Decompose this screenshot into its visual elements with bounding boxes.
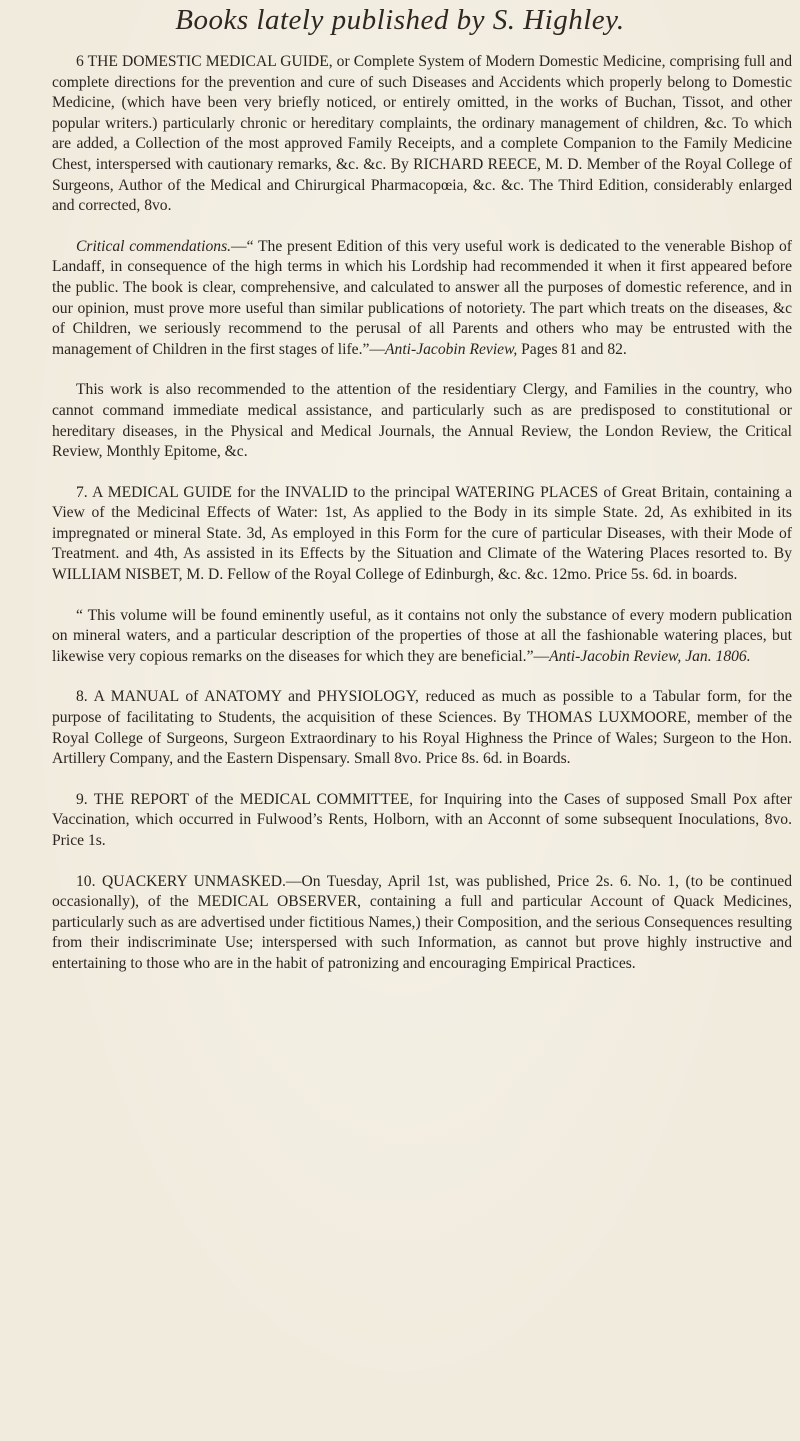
advertisement-list [52, 52, 792, 975]
entry-6: 6 THE DOMESTIC MEDICAL GUIDE, or Complete System of Modern Domestic Medicine, comprising full and complete directions for the prevention and cure of such Diseases and Accidents which properly belong to Domestic Medicine, (which have been very briefly noticed, or entirely omitted, in the works of Buchan, Tissot, and other popular writers.) particularly chronic or hereditary complaints, the ordinary management of children, &c. To which are added, a Collection of the most approved Family Receipts, and a complete Companion to the Family Medicine Chest, interspersed with cautionary remarks, &c. &c. By RICHARD REECE, M. D. Member of the Royal College of Surgeons, Author of the Medical and Chirurgical Pharmacopœia, &c. &c. The Third Edition, considerably enlarged and corrected, 8vo. [52, 53, 792, 215]
running-head: Books lately published by S. Highley. [175, 4, 625, 36]
entry-7: 7. A MEDICAL GUIDE for the INVALID to the principal WATERING PLACES of Great Britain, containing a View of the Medicinal Effects of Water: 1st, As applied to the Body in its simple State. 2d, As exhibited in its impregnated or mineral State. 3d, As employed in this Form for the cure of particular Diseases, with their Mode of Treatment. and 4th, As assisted in its Effects by the Situation and Climate of the Watering Places resorted to. By WILLIAM NISBET, M. D. Fellow of the Royal College of Edinburgh, &c. &c. 12mo. Price 5s. 6d. in boards. [52, 483, 792, 584]
review-text: “ This volume will be found eminently useful, as it contains not only the substance of every modern publication on mineral waters, and a particular description of the properties of those at all the fashionable watering places, but likewise very copious remarks on the diseases for which they are beneficial.”— [52, 606, 792, 665]
review-source: Anti-Jacobin Review, [549, 647, 682, 665]
entry-6-review-2: This work is also recommended to the attention of the residentiary Clergy, and Families in the country, who cannot command immediate medical assistance, and particularly such as are predisposed to constitutional or hereditary diseases, in the Physical and Medical Journals, the Annual Review, the London Review, the Critical Review, Monthly Epitome, &c. [52, 381, 792, 461]
review-label: Critical commendations. [76, 237, 232, 255]
entry-8: 8. A MANUAL of ANATOMY and PHYSIOLOGY, reduced as much as possible to a Tabular form, for the purpose of facilitating to Students, the acquisition of these Sciences. By THOMAS LUXMOORE, member of the Royal College of Surgeons, Surgeon Extraordinary to his Royal Highness the Prince of Wales; Surgeon to the Hon. Artillery Company, and the Eastern Dispensary. Small 8vo. Price 8s. 6d. in Boards. [52, 688, 792, 768]
entry-6-review-1 [52, 237, 792, 361]
review-pages: Pages 81 and 82. [517, 340, 627, 358]
entry-9: 9. THE REPORT of the MEDICAL COMMITTEE, for Inquiring into the Cases of supposed Small Pox after Vaccination, which occurred in Fulwood’s Rents, Holborn, with an Acconnt of some subsequent Inoculations, 8vo. Price 1s. [52, 790, 792, 849]
review-source: Anti-Jacobin Review, [385, 340, 518, 358]
review-date: Jan. 1806. [681, 647, 751, 665]
entry-7-review-1 [52, 606, 792, 668]
review-text: —“ The present Edition of this very useful work is dedicated to the venerable Bishop of Landaff, in consequence of the high terms in which his Lordship had recommended it when it first appeared before the public. The book is clear, comprehensive, and calculated to answer all the purposes of domestic reference, and in our opinion, must prove more useful than similar publications of notoriety. The part which treats on the diseases, &c of Children, we seriously recommend to the perusal of all Parents and others who may be entrusted with the management of Children in the first stages of life.”— [52, 237, 793, 358]
entry-10: 10. QUACKERY UNMASKED.—On Tuesday, April 1st, was published, Price 2s. 6. No. 1, (to be continued occasionally), of the MEDICAL OBSERVER, containing a full and particular Account of Quack Medicines, particularly such as are advertised under fictitious Names,) their Composition, and the serious Consequences resulting from their indiscriminate Use; interspersed with such Information, as cannot but prove highly instructive and entertaining to those who are in the habit of patronizing and encouraging Empirical Practices. [52, 872, 792, 972]
